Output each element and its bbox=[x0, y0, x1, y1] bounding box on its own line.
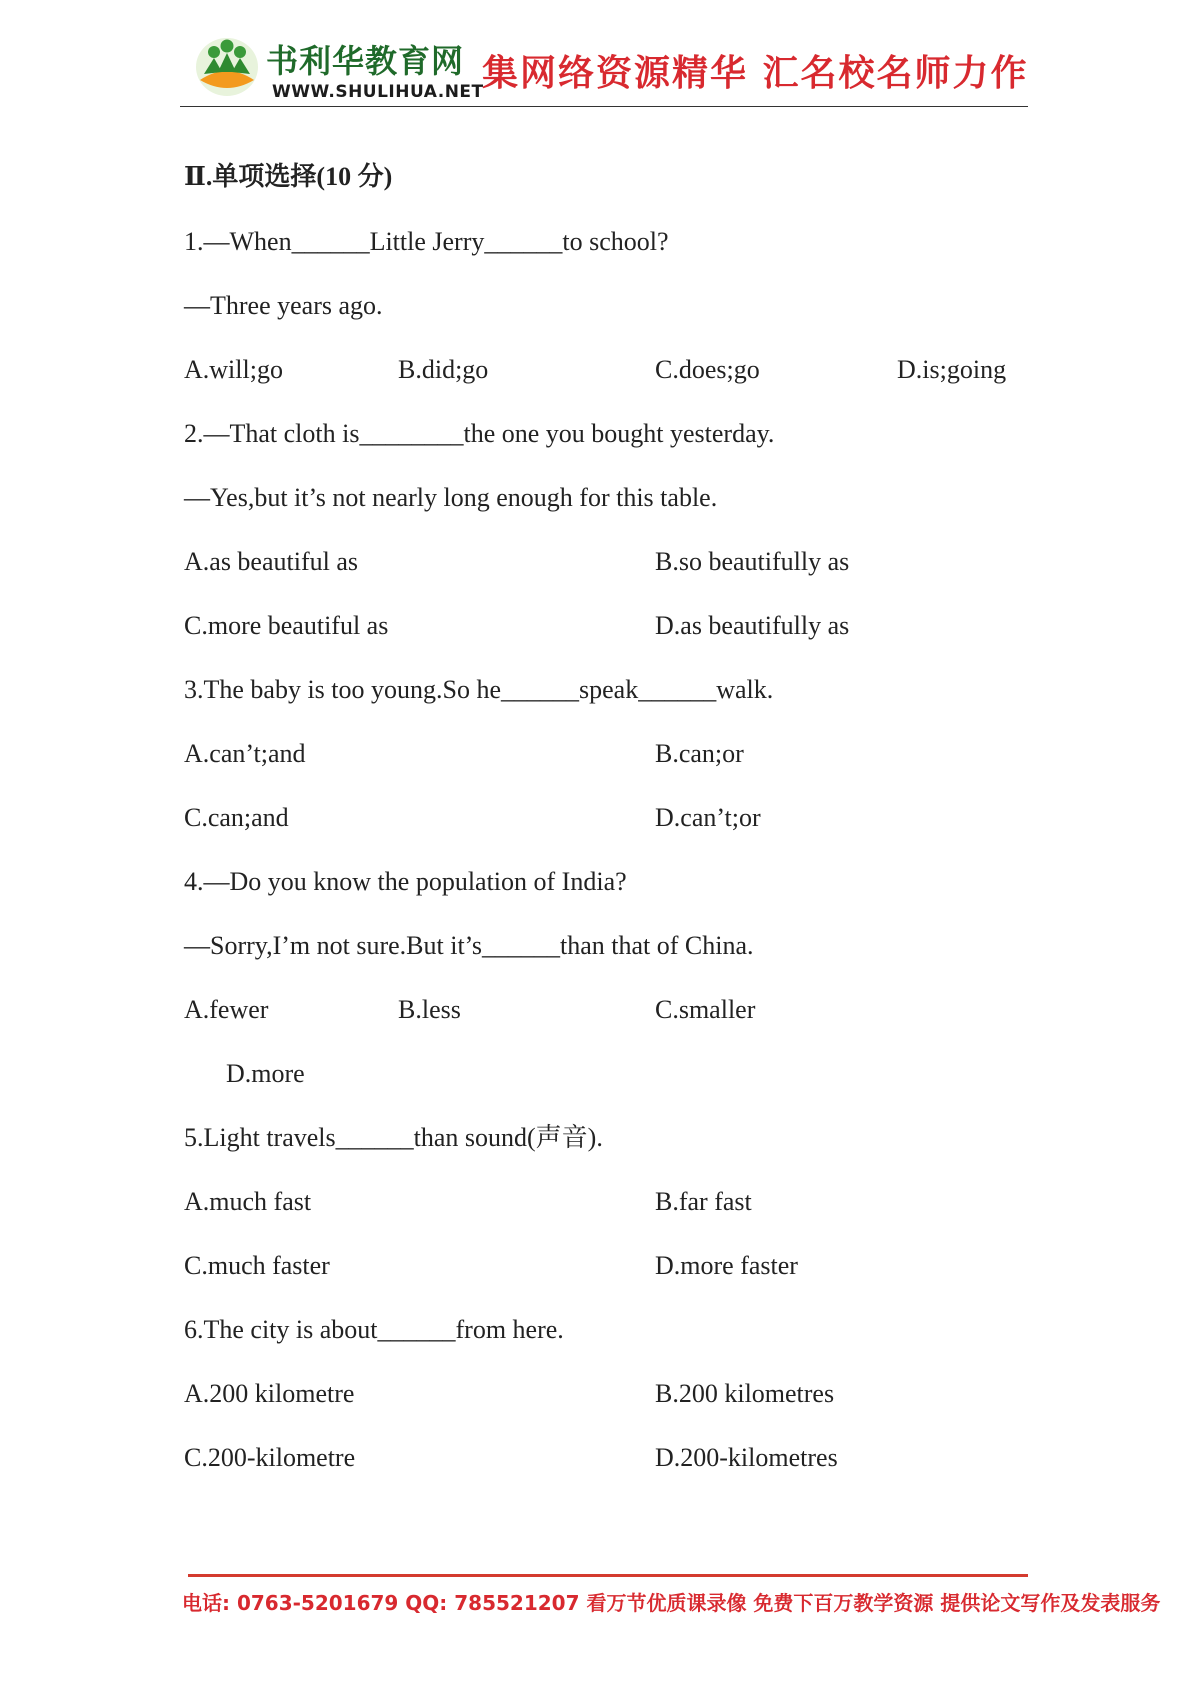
question-5-option-a: A.much fast bbox=[184, 1187, 312, 1216]
question-2-reply: —Yes,but it’s not nearly long enough for this table. bbox=[184, 483, 718, 512]
question-3-option-a: A.can’t;and bbox=[184, 739, 306, 768]
question-3-option-c: C.can;and bbox=[184, 803, 289, 832]
question-4-option-c: C.smaller bbox=[655, 995, 756, 1024]
header-slogan: 集网络资源精华 汇名校名师力作 bbox=[482, 53, 1029, 94]
question-2-stem: 2.—That cloth is________the one you bought yesterday. bbox=[184, 419, 775, 448]
question-5-option-c: C.much faster bbox=[184, 1251, 330, 1280]
question-6-option-a: A.200 kilometre bbox=[184, 1379, 355, 1408]
question-2-option-d: D.as beautifully as bbox=[655, 611, 850, 640]
question-6-stem: 6.The city is about______from here. bbox=[184, 1315, 564, 1344]
question-6-option-c: C.200-kilometre bbox=[184, 1443, 356, 1472]
question-4-option-d: D.more bbox=[226, 1059, 305, 1088]
question-2-option-b: B.so beautifully as bbox=[655, 547, 850, 576]
shulihua-logo-icon bbox=[194, 34, 260, 100]
question-2-option-c: C.more beautiful as bbox=[184, 611, 389, 640]
question-6-option-d: D.200-kilometres bbox=[655, 1443, 838, 1472]
question-5-option-b: B.far fast bbox=[655, 1187, 752, 1216]
question-1-stem: 1.—When______Little Jerry______to school? bbox=[184, 227, 669, 256]
brand-url: WWW.SHULIHUA.NET bbox=[272, 82, 484, 102]
question-1-option-c: C.does;go bbox=[655, 355, 760, 384]
question-3-option-b: B.can;or bbox=[655, 739, 744, 768]
header-divider bbox=[180, 106, 1028, 107]
question-3-stem: 3.The baby is too young.So he______speak______walk. bbox=[184, 675, 774, 704]
question-4-stem: 4.—Do you know the population of India? bbox=[184, 867, 627, 896]
question-4-option-a: A.fewer bbox=[184, 995, 269, 1024]
question-3-option-d: D.can’t;or bbox=[655, 803, 761, 832]
question-1-option-d: D.is;going bbox=[897, 355, 1007, 384]
question-1-option-b: B.did;go bbox=[398, 355, 489, 384]
question-4-option-b: B.less bbox=[398, 995, 461, 1024]
footer-contact-text: 电话: 0763-5201679 QQ: 785521207 看万节优质课录像 免费下百万教学资源 提供论文写作及发表服务 bbox=[182, 1591, 1161, 1615]
question-2-option-a: A.as beautiful as bbox=[184, 547, 359, 576]
question-1-reply: —Three years ago. bbox=[184, 291, 383, 320]
section-title: Ⅱ.单项选择(10 分) bbox=[184, 162, 393, 191]
brand-name: 书利华教育网 bbox=[266, 42, 465, 80]
question-5-stem: 5.Light travels______than sound(声音). bbox=[184, 1123, 603, 1152]
question-4-reply: —Sorry,I’m not sure.But it’s______than that of China. bbox=[184, 931, 754, 960]
footer-divider bbox=[188, 1574, 1028, 1577]
question-6-option-b: B.200 kilometres bbox=[655, 1379, 835, 1408]
page-header bbox=[180, 30, 1030, 110]
question-5-option-d: D.more faster bbox=[655, 1251, 798, 1280]
question-1-option-a: A.will;go bbox=[184, 355, 283, 384]
